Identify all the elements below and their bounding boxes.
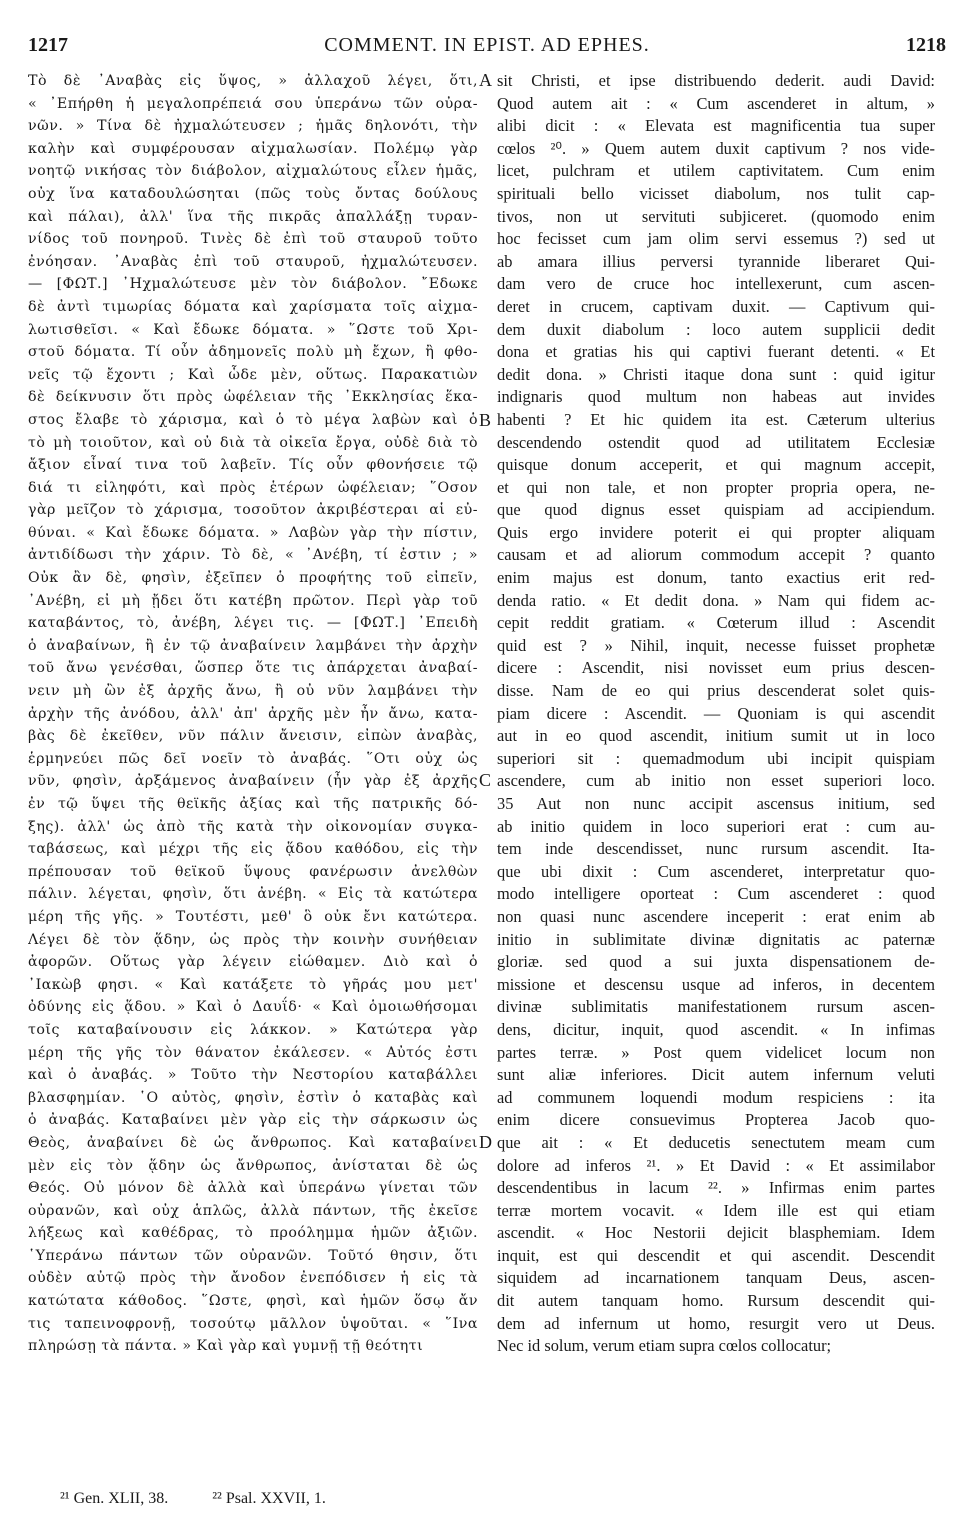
right-page-number: 1218: [906, 34, 946, 56]
latin-text-line: et qui non tale, et non propter propria opera, ne-: [497, 477, 935, 497]
latin-text-line: dam vero de cruce hoc intellexerunt, cum ascen-: [497, 274, 935, 294]
margin-marker-d: D: [479, 1132, 492, 1152]
latin-text-line: cepit reddit gratiam. « Cœterum illud : Ascendit: [497, 613, 935, 633]
greek-text-line: ὀδύνης εἰς ᾅδου. » Καὶ ὁ Δαυΐδ· « Καὶ ὁμοιωθήσομαι: [28, 999, 478, 1016]
greek-text-line: « ᾿Επήρθη ἡ μεγαλοπρέπειά σου ὑπεράνω τῶν οὐρα-: [28, 95, 478, 112]
greek-text-line: πληρώσῃ τὰ πάντα. » Καὶ γὰρ καὶ γυμνῇ τῇ θεότητι: [28, 1338, 424, 1355]
greek-text-line: καὶ πάλαι), ἀλλ' ἵνα τῆς πικρᾶς ἀπαλλάξῃ τυραν-: [28, 208, 478, 225]
latin-text-line: non quasi nunc ascendere inceperit : erat enim ab: [497, 906, 935, 926]
latin-text-line: ad communem loquendi modum respiciens : ita: [497, 1087, 935, 1107]
latin-text-line: piam dicere : Ascendit. — Quoniam is qui ascendit: [497, 703, 935, 723]
latin-text-line: alibi dicit : « Elevata est magnificentia tua super: [497, 116, 935, 136]
latin-text-line: denda ratio. « Et dedit dona. » Nam qui fidem ac-: [497, 590, 935, 610]
greek-text-line: καὶ ὁ ἀναβάς. » Τοῦτο τὴν Νεστορίου καταβάλλει: [28, 1067, 478, 1084]
greek-text-line: δὲ δείκνυσιν ὅτι πρὸς ὠφέλειαν τῆς ᾿Εκκλησίας ἕκα-: [28, 389, 478, 406]
latin-text-line: tem inde descendisset, nunc rursum ascendit. Ita-: [497, 839, 935, 859]
greek-text-line: λωτισθεῖσι. « Καὶ ἔδωκε δόματα. » ῞Ωστε τοῦ Χρι-: [28, 321, 478, 338]
greek-text-line: νίδος τοῦ πονηροῦ. Τινὲς δὲ ἐπὶ τοῦ σταυροῦ τοῦτο: [28, 231, 478, 248]
footnotes: [60, 1490, 366, 1508]
latin-text-line: Quod autem ait : « Cum ascenderet in altum, »: [497, 93, 935, 113]
latin-text-line: dona et gratias his qui captivi fuerant detenti. « Et: [497, 342, 935, 362]
latin-text-line: modo intelligere oporteat : Cum ascenderet : quod: [497, 884, 935, 904]
latin-text-line: Quis ergo invidere poterit ei qui propter aliquam: [497, 522, 935, 542]
greek-text-line: νεῖς τῷ ἔχοντι ; Καὶ ὧδε μὲν, οὕτως. Παρακατιὼν: [28, 366, 478, 383]
greek-text-line: ξης). ἀλλ' ὡς ἀπὸ τῆς κατὰ τὴν οἰκονομίαν συγκα-: [28, 818, 478, 835]
greek-text-line: νοητῷ νικήσας τὸν διάβολον, αἰχμαλώτους εἶλεν ἡμᾶς,: [28, 163, 478, 180]
greek-text-line: οὐχ ἵνα καταδουλώσηται (πῶς τοὺς ὄντας δούλους: [28, 185, 478, 202]
greek-text-line: βλασφημίαν. ῾Ο αὐτὸς, φησὶν, ἐστὶν ὁ καταβὰς καὶ: [28, 1089, 478, 1106]
left-page-number: 1217: [28, 34, 68, 56]
greek-text-line: — [ΦΩΤ.] ᾿Ηχμαλώτευσε μὲν τὸν διάβολον. ῎Εδωκε: [28, 276, 478, 293]
margin-marker-c: C: [479, 770, 492, 790]
greek-text-line: στος ἔλαβε τὸ χάρισμα, καὶ ὁ τὸ μέγα λαβὼν καὶ ὁ: [28, 411, 478, 428]
latin-text-line: ascendere, cum ab initio non esset superiori loco.: [497, 771, 935, 791]
latin-text-line: terræ mortem vocavit. « Idem ille est qui etiam: [497, 1200, 935, 1220]
latin-text-line: que quod dignus esset quispiam ad accipiendum.: [497, 500, 935, 520]
latin-text-line: dolore ad inferos ²¹. » Et David : « Et assimilabor: [497, 1155, 935, 1175]
greek-text-line: τοῖς καταβαίνουσιν εἰς λάκκον. » Κατώτερα γὰρ: [28, 1021, 478, 1038]
latin-text-line: divinæ sublimitatis manifestationem rursum ascen-: [497, 997, 935, 1017]
latin-text-line: descendentibus in lacum ²². » Infirmas enim partes: [497, 1178, 935, 1198]
latin-text-line: dem duxit diabolum : loco autem supplicii dedit: [497, 319, 935, 339]
margin-marker-b: B: [479, 410, 492, 430]
greek-text-line: γὰρ μεῖζον τὸ χάρισμα, τοσοῦτον ἀκριβέστεραι αἱ εὐ-: [28, 502, 478, 519]
latin-text-line: descendendo ostendit quod ad utilitatem Ecclesiæ: [497, 432, 935, 452]
latin-text-line: disse. Nam de eo qui prius descenderat solet quis-: [497, 681, 935, 701]
latin-text-line: enim dicere consuevimus Propterea Jacob quo-: [497, 1110, 935, 1130]
latin-text-line: indignaris quod multum non habeas aut invides: [497, 387, 935, 407]
greek-text-line: θύναι. « Καὶ ἔδωκε δόματα. » Λαβὼν γὰρ τὴν πίστιν,: [28, 524, 478, 541]
greek-text-line: ταβάσεως, καὶ μέχρι τῆς εἰς ᾅδου καθόδου, εἰς τὴν: [28, 841, 478, 858]
latin-text-line: quid est ? » Nihil, inquit, necesse fuisset prophetæ: [497, 635, 935, 655]
footnote-21: ²¹ Gen. XLII, 38.: [60, 1490, 169, 1507]
latin-text-column: [497, 70, 935, 1358]
greek-text-line: δὲ ἀντὶ τιμωρίας δόματα καὶ χαρίσματα τοῖς αἰχμα-: [28, 298, 478, 315]
greek-text-line: μὲν εἰς τὸν ᾅδην ὡς ἄνθρωπος, ἀνίσταται δὲ ὡς: [28, 1157, 478, 1174]
greek-text-line: ἀφορῶν. Οὕτως γὰρ λέγειν εἰώθαμεν. Διὸ καὶ ὁ: [28, 954, 478, 971]
greek-text-line: νειν μὴ ὢν ἐξ ἀρχῆς ἄνω, ἢ οὐ νῦν λαμβάνει τὴν: [28, 683, 478, 700]
latin-text-line: hoc fecisset cum jam olim servi essemus ?) sed ut: [497, 229, 935, 249]
latin-text-line: enim majus est donum, tanto exactius erit red-: [497, 568, 935, 588]
latin-text-line: initio in sublimitate divinæ dignitatis ac paternæ: [497, 929, 935, 949]
latin-text-line: missione et descensu usque ad inferos, in decentem: [497, 974, 935, 994]
greek-text-line: καλὴν καὶ συμφέρουσαν αἰχμαλωσίαν. Πολέμῳ γὰρ: [28, 140, 478, 157]
latin-text-line: dedit dona. » Christi itaque dona sunt : quid igitur: [497, 364, 935, 384]
greek-text-line: ἀντιδίδωσι τὴν χάριν. Τὸ δὲ, « ᾿Ανέβη, τί ἐστιν ; »: [28, 547, 478, 564]
greek-text-line: ῾Υπεράνω πάντων τῶν οὐρανῶν. Τοῦτό θησιν, ὅτι: [28, 1247, 478, 1264]
greek-text-line: ἀρχὴν τῆς ἀνόδου, ἀλλ' ἀπ' ἀρχῆς μὲν ἦν ἄνω, κατα-: [28, 705, 478, 722]
latin-text-line: sunt aliæ inferiores. Dicit autem infernum veluti: [497, 1065, 935, 1085]
page-header: [28, 34, 946, 64]
greek-text-line: βὰς δὲ ἐκεῖθεν, νῦν πάλιν ἄνεισιν, εἰπὼν ἀναβὰς,: [28, 728, 478, 745]
greek-text-line: μέρη τῆς γῆς τὸν θάνατον ἐκάλεσεν. « Αὐτός ἐστι: [28, 1044, 478, 1061]
greek-text-line: ἄξιον εἶναί τινα τοῦ λαβεῖν. Τίς οὖν φθονήσειε τῷ: [28, 457, 478, 474]
latin-text-line: Nec id solum, verum etiam supra cœlos collocatur;: [497, 1336, 832, 1356]
latin-text-line: habenti ? Et hic quidem ita est. Cæterum ulterius: [497, 409, 935, 429]
greek-text-line: πρέπουσαν τοῦ θεϊκοῦ ὕψους φανέρωσιν ἀνελθὼν: [28, 863, 478, 880]
greek-text-line: Λέγει δὲ τὸν ᾅδην, ὡς πρὸς τὴν κοινὴν συνήθειαν: [28, 931, 478, 948]
greek-text-column: [28, 70, 478, 1358]
latin-text-line: spirituali bello vicisset diabolum, nos tulit cap-: [497, 183, 935, 203]
greek-text-line: τὸ μὴ τοιοῦτον, καὶ οὐ διὰ τὰ οἰκεῖα ἔργα, οὐδὲ διὰ τὸ: [28, 434, 478, 451]
greek-text-line: ᾿Ιακὼβ φησι. « Καὶ κατάξετε τὸ γῆράς μου μετ': [28, 976, 478, 993]
greek-text-line: πάλιν. λέγεται, φησὶν, ὅτι ἀνέβη. « Εἰς τὰ κατώτερα: [28, 886, 478, 903]
latin-text-line: dicere : Ascendit, nisi novisset eum prius descen-: [497, 658, 935, 678]
latin-text-line: 35 Aut non nunc accipit ascensus initium, sed: [497, 794, 935, 813]
greek-text-line: νῶν. » Τίνα δὲ ἠχμαλώτευσεν ; ἡμᾶς δηλονότι, τὴν: [28, 118, 478, 135]
running-title: COMMENT. IN EPIST. AD EPHES.: [324, 34, 650, 56]
greek-text-line: Θεός. Οὐ μόνον δὲ ἀλλὰ καὶ ὑπεράνω γίνεται τῶν: [28, 1180, 478, 1197]
latin-text-line: partes terræ. » Post quem videlicet locum non: [497, 1042, 935, 1062]
latin-text-line: tivos, non ut servituti subjiceret. (quomodo enim: [497, 206, 935, 226]
greek-text-line: οὐρανῶν, καὶ οὐχ ἁπλῶς, ἀλλὰ πάντων, τῆς ἐκεῖσε: [28, 1202, 478, 1219]
greek-text-line: τις ταπεινοφρονῇ, τοσούτῳ μᾶλλον ὑψοῦται. « ῞Ινα: [28, 1315, 478, 1332]
latin-text-line: causam et ad aliorum commodum accepit ? quanto: [497, 545, 935, 565]
greek-text-line: ᾿Ανέβη, εἰ μὴ ᾔδει ὅτι κατέβη πρῶτον. Περὶ γὰρ τοῦ: [28, 592, 478, 609]
latin-text-line: ascendit. « Hoc Nestorii dejicit blasphemiam. Idem: [497, 1223, 935, 1243]
latin-text-line: cœlos ²⁰. » Quem autem duxit captivum ? nos vide-: [497, 138, 935, 158]
greek-text-line: Οὐκ ἂν δὲ, φησὶν, ἐξεῖπεν ὁ προφήτης τοῦ εἰπεῖν,: [28, 570, 478, 587]
greek-text-line: διά τι εἰληφότι, καὶ πρὸς ἑτέρων ὠφέλειαν; ῞Οσον: [28, 479, 478, 496]
greek-text-line: Τὸ δὲ ᾿Αναβὰς εἰς ὕψος, » ἀλλαχοῦ λέγει, ὅτι,: [28, 73, 478, 89]
greek-text-line: Θεὸς, ἀναβαίνει δὲ ὡς ἄνθρωπος. Καὶ καταβαίνει: [28, 1134, 478, 1151]
greek-text-line: ὁ ἀναβάς. Καταβαίνει μὲν γὰρ εἰς τὴν σάρκωσιν ὡς: [28, 1112, 478, 1129]
latin-text-line: que ait : « Et deducetis senectutem meam cum: [497, 1132, 935, 1152]
latin-text-line: siquidem ad incarnationem tanquam Deus, ascen-: [497, 1268, 935, 1288]
greek-text-line: ἐν τῷ ὕψει τῆς θεϊκῆς ἀξίας καὶ τῆς πατρικῆς δό-: [28, 796, 478, 812]
greek-text-line: μέρη τῆς γῆς. » Τουτέστι, μεθ' ὃ οὐκ ἔνι κατώτερα.: [28, 908, 478, 925]
latin-text-line: dens, dicitur, inquit, quod ascendit. « In infimas: [497, 1019, 935, 1039]
greek-text-line: στοῦ δόματα. Τί οὖν ἀδημονεῖς πολὺ μὴ ἔχων, ἢ φθο-: [28, 344, 478, 361]
latin-text-line: ab amara illius perversi tyrannide liberaret Qui-: [497, 251, 935, 271]
latin-text-line: gloriæ. sed quod a sui juxta dispensationem de-: [497, 952, 935, 972]
latin-text-line: dit autem tanquam homo. Rursum descendit qui-: [497, 1291, 935, 1311]
latin-text-line: superiori sit : quemadmodum ubi incipit quispiam: [497, 748, 935, 768]
latin-text-line: que ubi dixit : Cum ascenderet, interpretatur quo-: [497, 861, 935, 881]
latin-text-line: deret in crucem, captivam duxit. — Captivum qui-: [497, 296, 935, 316]
greek-text-line: καταβάντος, τὸ, ἀνέβη, λέγει τις. — [ΦΩΤ.] ᾿Επειδὴ: [28, 615, 478, 632]
latin-text-line: licet, pulchram et utilem captivitatem. Cum enim: [497, 161, 935, 181]
latin-text-line: quisque donum acceperit, et qui magnum accepit,: [497, 455, 935, 475]
greek-text-line: τοῦ ἄνω γενέσθαι, ὥσπερ ὅτε τις ἀπάρχεται ἀναβαί-: [28, 660, 478, 677]
latin-text-line: aut in eo quod ascendit, initium sumit ut in loco: [497, 726, 935, 746]
latin-text-line: ab initio quidem in loco superiori erat : cum au-: [497, 816, 935, 836]
greek-text-line: ἑρμηνεύει πῶς δεῖ νοεῖν τὸ ἀναβάς. ῞Οτι οὐχ ὡς: [28, 750, 478, 767]
greek-text-line: ὁ ἀναβαίνων, ἢ ἐν τῷ ἀναβαίνειν λαμβάνει τὴν ἀρχὴν: [28, 637, 478, 654]
greek-text-line: λήξεως καὶ καθέδρας, τὸ προόλημμα ἡμῶν ἀξιῶν.: [28, 1225, 478, 1242]
latin-text-line: sit Christi, et ipse distribuendo dederit. audi David:: [497, 71, 935, 90]
latin-text-line: inquit, est qui descendit et qui ascendit. Descendit: [497, 1245, 935, 1265]
greek-text-line: κατώτατα κάθοδος. ῞Ωστε, φησὶ, καὶ ἡμῶν ὅσῳ ἄν: [28, 1293, 478, 1310]
latin-text-line: dem ad infernum ut homo, resurgit vero ut Deus.: [497, 1313, 935, 1333]
footnote-22: ²² Psal. XXVII, 1.: [212, 1490, 326, 1507]
greek-text-line: νῦν, φησὶν, ἀρξάμενος ἀναβαίνειν (ἦν γὰρ ἐξ ἀρχῆς: [28, 773, 478, 790]
greek-text-line: οὐδὲν αὐτῷ πρὸς τὴν ἄνοδον ἐνεπόδισεν ἡ εἰς τὰ: [28, 1270, 478, 1287]
margin-marker-a: A: [479, 70, 492, 90]
greek-text-line: ἐνόησαν. ᾿Αναβὰς ἐπὶ τοῦ σταυροῦ, ἠχμαλώτευσεν.: [28, 253, 478, 270]
